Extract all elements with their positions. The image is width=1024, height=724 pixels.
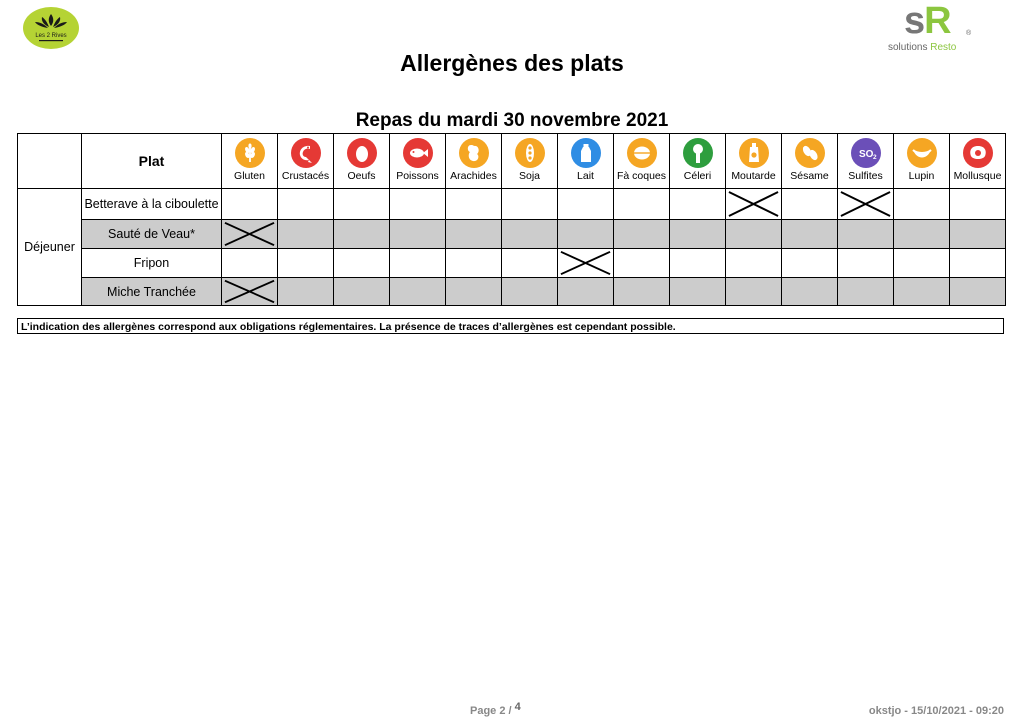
allergen-header-row [18, 134, 1006, 189]
allergen-cell [950, 278, 1006, 306]
allergen-mark [726, 189, 782, 220]
allergen-label: Fà coques [616, 170, 667, 182]
allergen-header-moutarde [726, 134, 782, 189]
allergen-cell [390, 220, 446, 249]
allergen-cell [334, 220, 390, 249]
allergen-cell [894, 189, 950, 220]
allergen-label: Moutarde [731, 170, 776, 182]
allergen-header-f-coques [614, 134, 670, 189]
logo-solutions-resto [886, 0, 986, 53]
cross-mark-icon [726, 189, 781, 219]
nut-icon [627, 138, 657, 168]
allergen-cell [446, 249, 502, 278]
plat-header: Plat [82, 134, 222, 189]
logo-right-sub-1: solutions [888, 42, 928, 53]
allergen-header-oeufs [334, 134, 390, 189]
allergen-cell [726, 249, 782, 278]
wheat-icon [235, 138, 265, 168]
allergen-header-arachides [446, 134, 502, 189]
page-number [470, 701, 521, 717]
meal-header-empty [18, 134, 82, 189]
allergen-cell [390, 249, 446, 278]
milk-bottle-icon [571, 138, 601, 168]
allergen-header-mollusque [950, 134, 1006, 189]
allergen-cell [222, 249, 278, 278]
les-2-rives-logo-icon [22, 6, 80, 50]
allergen-cell [334, 249, 390, 278]
so2-text: SO [858, 149, 873, 160]
allergen-cell [782, 220, 838, 249]
allergen-cell [502, 189, 558, 220]
allergen-label: Sésame [790, 170, 829, 182]
table-row [18, 189, 1006, 220]
allergen-cell [558, 220, 614, 249]
logo-right-s: s [904, 0, 925, 42]
table-row [18, 278, 1006, 306]
page-total: 4 [514, 701, 521, 713]
allergen-cell [390, 189, 446, 220]
allergen-cell [838, 249, 894, 278]
allergen-cell [670, 249, 726, 278]
allergen-header-crustac-s [278, 134, 334, 189]
so2-icon [851, 138, 881, 168]
allergen-cell [894, 249, 950, 278]
allergen-cell [894, 278, 950, 306]
allergen-cell [446, 189, 502, 220]
lupin-icon [907, 138, 937, 168]
allergen-cell [502, 249, 558, 278]
allergen-cell [670, 189, 726, 220]
allergen-label: Oeufs [347, 170, 376, 182]
page-label: Page 2 / [470, 705, 512, 717]
allergen-header-gluten [222, 134, 278, 189]
cross-mark-icon [222, 278, 277, 305]
allergen-label: Soja [518, 170, 540, 182]
allergen-notice: L’indication des allergènes correspond aux obligations réglementaires. La présence de traces d’allergènes est cependant possible. [17, 318, 1004, 334]
cross-mark-icon [222, 220, 277, 248]
allergen-label: Crustacés [281, 170, 330, 182]
peanut-icon [459, 138, 489, 168]
allergen-cell [334, 189, 390, 220]
celery-icon [683, 138, 713, 168]
allergen-header-lupin [894, 134, 950, 189]
cross-mark-icon [838, 189, 893, 219]
logo-right-r: R [924, 0, 951, 42]
allergen-cell [446, 220, 502, 249]
logo-left-text: Les 2 Rives [35, 33, 67, 39]
allergen-label: Céleri [683, 170, 712, 182]
dish-name: Betterave à la ciboulette [82, 189, 222, 220]
allergen-cell [670, 278, 726, 306]
soy-icon [515, 138, 545, 168]
allergen-label: Sulfites [848, 170, 883, 182]
allergen-cell [222, 189, 278, 220]
allergen-header-s-same [782, 134, 838, 189]
dish-name: Sauté de Veau* [82, 220, 222, 249]
allergen-mark [222, 278, 278, 306]
mollusc-icon [963, 138, 993, 168]
dish-name: Miche Tranchée [82, 278, 222, 306]
so2-sub: 2 [872, 154, 877, 161]
shrimp-icon [291, 138, 321, 168]
allergen-cell [950, 220, 1006, 249]
allergen-header-sulfites [838, 134, 894, 189]
allergen-label: Mollusque [953, 170, 1002, 182]
egg-icon [347, 138, 377, 168]
allergen-cell [502, 220, 558, 249]
meal-date-subtitle: Repas du mardi 30 novembre 2021 [355, 110, 669, 131]
allergen-mark [838, 189, 894, 220]
allergen-cell [950, 189, 1006, 220]
table-row [18, 220, 1006, 249]
user-timestamp: okstjo - 15/10/2021 - 09:20 [868, 705, 1004, 717]
allergen-cell [614, 189, 670, 220]
fish-icon [403, 138, 433, 168]
allergen-header-poissons [390, 134, 446, 189]
allergen-cell [446, 278, 502, 306]
allergen-cell [334, 278, 390, 306]
allergen-cell [782, 249, 838, 278]
allergen-header-soja [502, 134, 558, 189]
allergen-cell [390, 278, 446, 306]
allergen-cell [614, 278, 670, 306]
allergen-label: Gluten [234, 170, 265, 182]
allergen-cell [614, 249, 670, 278]
allergen-cell [782, 278, 838, 306]
allergen-cell [502, 278, 558, 306]
allergen-cell [278, 249, 334, 278]
meal-name: Déjeuner [18, 189, 82, 306]
allergen-cell [726, 220, 782, 249]
allergen-cell [726, 278, 782, 306]
logo-les-2-rives [22, 6, 80, 50]
allergen-cell [838, 220, 894, 249]
table-row [18, 249, 1006, 278]
allergen-cell [558, 278, 614, 306]
allergen-cell [894, 220, 950, 249]
allergen-cell [614, 220, 670, 249]
allergen-cell [670, 220, 726, 249]
registered-icon: ® [966, 30, 972, 37]
mustard-icon [739, 138, 769, 168]
allergen-cell [278, 189, 334, 220]
allergen-table [17, 133, 1006, 306]
allergen-label: Poissons [396, 170, 439, 182]
allergen-cell [950, 249, 1006, 278]
allergen-cell [278, 278, 334, 306]
cross-mark-icon [558, 249, 613, 277]
allergen-cell [278, 220, 334, 249]
allergen-label: Lupin [908, 170, 935, 182]
allergen-mark [558, 249, 614, 278]
allergen-label: Arachides [450, 170, 497, 182]
allergen-cell [558, 189, 614, 220]
allergen-mark [222, 220, 278, 249]
allergen-header-c-leri [670, 134, 726, 189]
allergen-header-lait [558, 134, 614, 189]
page-title: Allergènes des plats [400, 50, 624, 76]
allergen-cell [782, 189, 838, 220]
dish-name: Fripon [82, 249, 222, 278]
allergen-label: Lait [577, 170, 594, 182]
allergen-cell [838, 278, 894, 306]
logo-right-sub-2: Resto [930, 42, 957, 53]
sesame-icon [795, 138, 825, 168]
